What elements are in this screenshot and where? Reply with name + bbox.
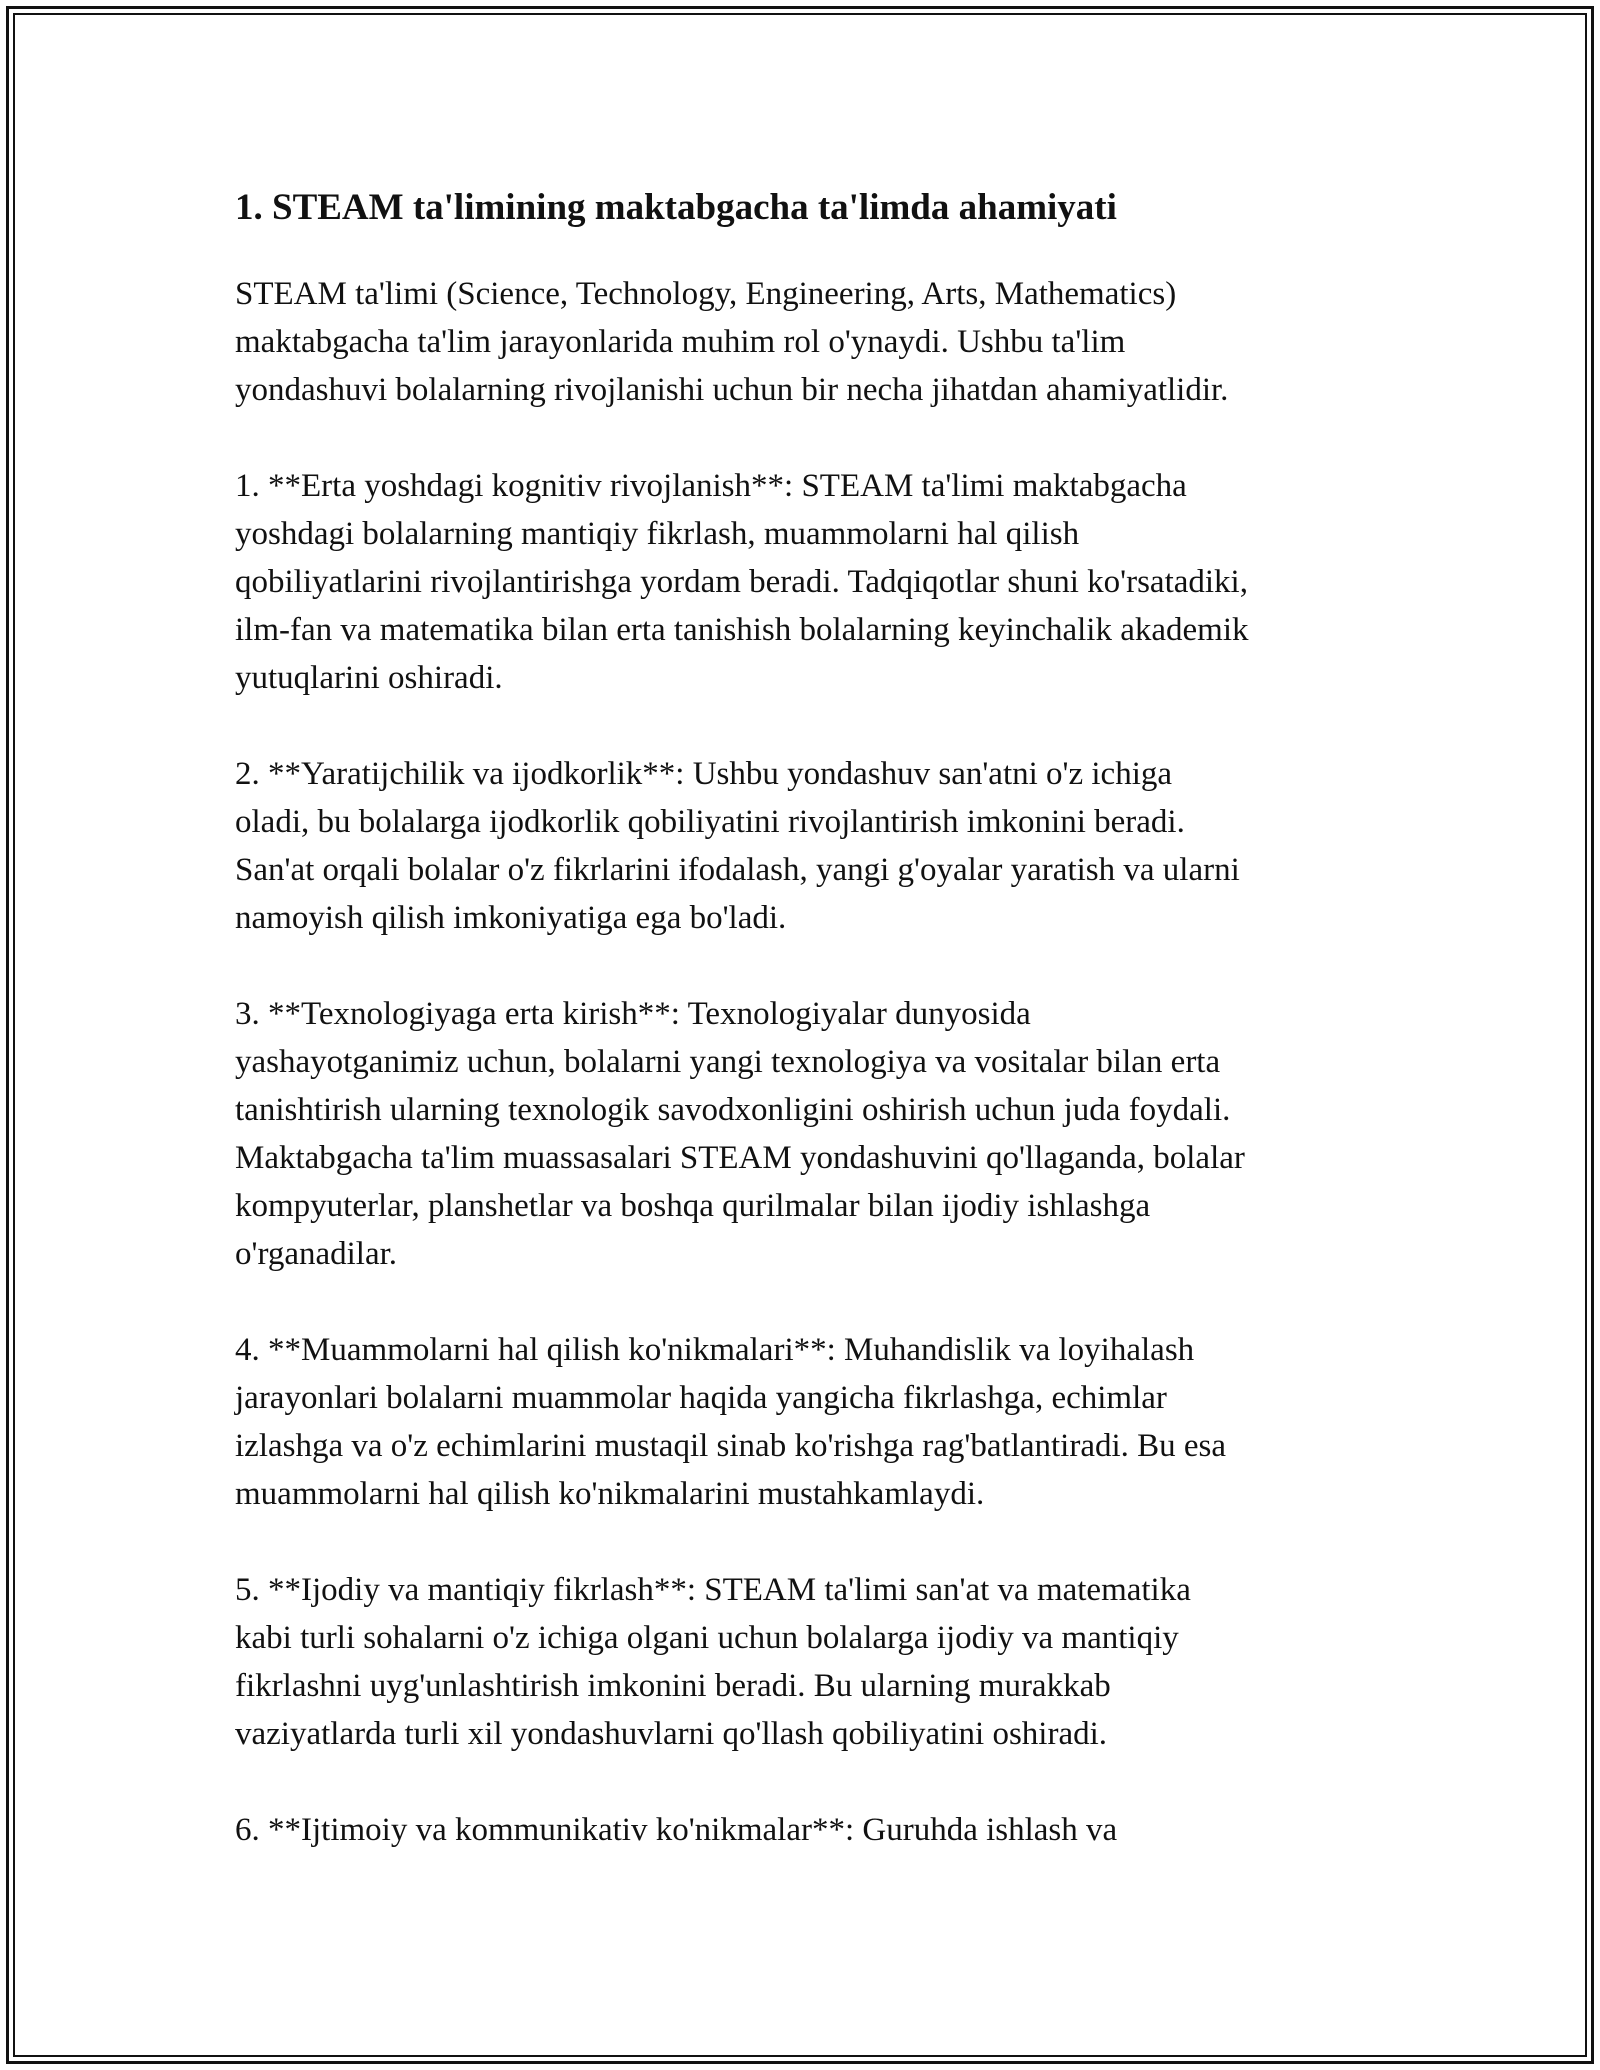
text-line: 4. **Muammolarni hal qilish ko'nikmalari**: Muhandislik va loyihalash: [235, 1332, 1195, 1368]
intro-paragraph: [235, 270, 1375, 414]
text-line: oladi, bu bolalarga ijodkorlik qobiliyatini rivojlantirish imkonini beradi.: [235, 804, 1185, 840]
text-line: izlashga va o'z echimlarini mustaqil sinab ko'rishga rag'batlantiradi. Bu esa: [235, 1428, 1227, 1464]
text-line: fikrlashni uyg'unlashtirish imkonini beradi. Bu ularning murakkab: [235, 1668, 1111, 1704]
text-line: o'rganadilar.: [235, 1236, 398, 1272]
text-line: jarayonlari bolalarni muammolar haqida yangicha fikrlashga, echimlar: [235, 1380, 1167, 1416]
paragraph-problem-solving: [235, 1326, 1375, 1518]
text-line: Maktabgacha ta'lim muassasalari STEAM yondashuvini qo'llaganda, bolalar: [235, 1140, 1245, 1176]
text-line: 1. **Erta yoshdagi kognitiv rivojlanish**: STEAM ta'limi maktabgacha: [235, 468, 1187, 504]
text-line: vaziyatlarda turli xil yondashuvlarni qo'llash qobiliyatini oshiradi.: [235, 1716, 1108, 1752]
text-line: San'at orqali bolalar o'z fikrlarini ifodalash, yangi g'oyalar yaratish va ularni: [235, 852, 1240, 888]
text-line: maktabgacha ta'lim jarayonlarida muhim rol o'ynaydi. Ushbu ta'lim: [235, 324, 1126, 360]
text-line: 3. **Texnologiyaga erta kirish**: Texnologiyalar dunyosida: [235, 996, 1031, 1032]
text-line: qobiliyatlarini rivojlantirishga yordam beradi. Tadqiqotlar shuni ko'rsatadiki,: [235, 564, 1248, 600]
text-line: muammolarni hal qilish ko'nikmalarini mustahkamlaydi.: [235, 1476, 985, 1512]
text-line: 5. **Ijodiy va mantiqiy fikrlash**: STEAM ta'limi san'at va matematika: [235, 1572, 1191, 1608]
text-line: kompyuterlar, planshetlar va boshqa qurilmalar bilan ijodiy ishlashga: [235, 1188, 1151, 1224]
text-line: yashayotganimiz uchun, bolalarni yangi texnologiya va vositalar bilan erta: [235, 1044, 1221, 1080]
text-line: ilm-fan va matematika bilan erta tanishish bolalarning keyinchalik akademik: [235, 612, 1249, 648]
document-body: [235, 178, 1375, 1902]
paragraph-social-skills: [235, 1806, 1375, 1854]
text-line: tanishtirish ularning texnologik savodxonligini oshirish uchun juda foydali.: [235, 1092, 1231, 1128]
text-line: namoyish qilish imkoniyatiga ega bo'ladi.: [235, 900, 787, 936]
document-title: 1. STEAM ta'limining maktabgacha ta'limda ahamiyati: [235, 187, 1117, 228]
text-line: yoshdagi bolalarning mantiqiy fikrlash, muammolarni hal qilish: [235, 516, 1080, 552]
text-line: yondashuvi bolalarning rivojlanishi uchun bir necha jihatdan ahamiyatlidir.: [235, 372, 1229, 408]
paragraph-creativity: [235, 750, 1375, 942]
paragraph-creative-logical-thinking: [235, 1566, 1375, 1758]
text-line: 2. **Yaratijchilik va ijodkorlik**: Ushbu yondashuv san'atni o'z ichiga: [235, 756, 1173, 792]
paragraph-technology: [235, 990, 1375, 1278]
paragraph-cognitive-development: [235, 462, 1375, 702]
text-line: kabi turli sohalarni o'z ichiga olgani uchun bolalarga ijodiy va mantiqiy: [235, 1620, 1179, 1656]
text-line: STEAM ta'limi (Science, Technology, Engineering, Arts, Mathematics): [235, 276, 1177, 312]
text-line: 6. **Ijtimoiy va kommunikativ ko'nikmalar**: Guruhda ishlash va: [235, 1812, 1118, 1848]
text-line: yutuqlarini oshiradi.: [235, 660, 503, 696]
